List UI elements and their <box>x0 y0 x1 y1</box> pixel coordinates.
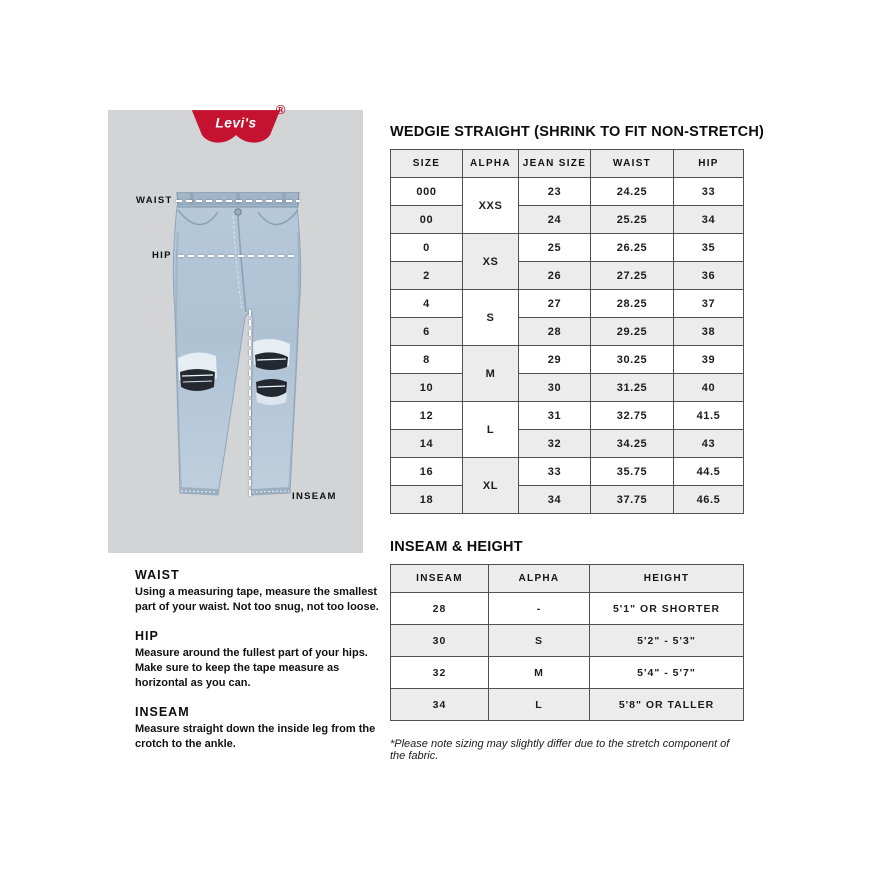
table-row <box>391 625 744 657</box>
guide-section-body: Using a measuring tape, measure the smallest part of your waist. Not too snug, not too loose. <box>135 586 379 613</box>
inseam-cell: 28 <box>391 593 489 625</box>
jean-size-cell: 34 <box>519 486 591 514</box>
jeans-illustration <box>172 192 304 504</box>
alpha-cell: S <box>463 290 519 346</box>
column-header: ALPHA <box>489 565 590 593</box>
waist-cell: 32.75 <box>591 402 674 430</box>
inseam-cell: 32 <box>391 657 489 689</box>
waist-cell: 34.25 <box>591 430 674 458</box>
size-cell: 0 <box>391 234 463 262</box>
size-chart-column <box>390 124 765 762</box>
waist-cell: 35.75 <box>591 458 674 486</box>
table-row <box>391 318 744 346</box>
waist-cell: 37.75 <box>591 486 674 514</box>
inseam-cell: 34 <box>391 689 489 721</box>
jeans-image <box>172 192 304 504</box>
table-row <box>391 689 744 721</box>
jean-size-cell: 31 <box>519 402 591 430</box>
measuring-guide <box>135 568 379 766</box>
inseam-diagram-label: INSEAM <box>292 491 337 502</box>
size-cell: 16 <box>391 458 463 486</box>
alpha-cell: M <box>489 657 590 689</box>
guide-section-heading: INSEAM <box>135 705 190 719</box>
height-cell: 5'8" OR TALLER <box>590 689 744 721</box>
guide-section-body: Measure straight down the inside leg from the crotch to the ankle. <box>135 723 376 750</box>
guide-section-body: Measure around the fullest part of your hips. Make sure to keep the tape measure as horizontal as you can. <box>135 647 368 689</box>
jean-size-cell: 26 <box>519 262 591 290</box>
size-cell: 10 <box>391 374 463 402</box>
hip-cell: 37 <box>674 290 744 318</box>
column-header: WAIST <box>591 150 674 178</box>
size-chart-table <box>390 149 744 514</box>
inseam-height-title: INSEAM & HEIGHT <box>390 539 523 555</box>
jean-size-cell: 30 <box>519 374 591 402</box>
hip-cell: 39 <box>674 346 744 374</box>
table-row <box>391 346 744 374</box>
alpha-cell: M <box>463 346 519 402</box>
waist-cell: 30.25 <box>591 346 674 374</box>
hip-cell: 40 <box>674 374 744 402</box>
alpha-cell: L <box>489 689 590 721</box>
jeans-diagram-panel <box>108 102 363 553</box>
hip-cell: 38 <box>674 318 744 346</box>
footnote: *Please note sizing may slightly differ due to the stretch component of the fabric. <box>390 738 730 762</box>
hip-diagram-label: HIP <box>152 250 172 261</box>
alpha-cell: XXS <box>463 178 519 234</box>
table-row <box>391 430 744 458</box>
hip-cell: 34 <box>674 206 744 234</box>
waist-cell: 29.25 <box>591 318 674 346</box>
guide-section-heading: WAIST <box>135 568 180 582</box>
height-cell: 5'1" OR SHORTER <box>590 593 744 625</box>
jean-size-cell: 25 <box>519 234 591 262</box>
inseam-height-table <box>390 564 744 721</box>
column-header: HIP <box>674 150 744 178</box>
waist-cell: 28.25 <box>591 290 674 318</box>
size-cell: 00 <box>391 206 463 234</box>
jean-size-cell: 28 <box>519 318 591 346</box>
guide-section-heading: HIP <box>135 629 159 643</box>
column-header: HEIGHT <box>590 565 744 593</box>
column-header: INSEAM <box>391 565 489 593</box>
inseam-height-header-row <box>391 565 744 593</box>
hip-cell: 33 <box>674 178 744 206</box>
waist-cell: 25.25 <box>591 206 674 234</box>
size-cell: 4 <box>391 290 463 318</box>
alpha-cell: XL <box>463 458 519 514</box>
jean-size-cell: 33 <box>519 458 591 486</box>
size-chart-title: WEDGIE STRAIGHT (SHRINK TO FIT NON-STRETCH) <box>390 124 765 140</box>
table-row <box>391 178 744 206</box>
table-row <box>391 402 744 430</box>
hip-cell: 36 <box>674 262 744 290</box>
hip-cell: 35 <box>674 234 744 262</box>
size-cell: 000 <box>391 178 463 206</box>
table-row <box>391 206 744 234</box>
alpha-cell: S <box>489 625 590 657</box>
levis-logo-text: Levi's <box>214 115 257 131</box>
waist-cell: 26.25 <box>591 234 674 262</box>
waist-cell: 24.25 <box>591 178 674 206</box>
hip-cell: 43 <box>674 430 744 458</box>
size-cell: 18 <box>391 486 463 514</box>
table-row <box>391 486 744 514</box>
table-row <box>391 593 744 625</box>
alpha-cell: - <box>489 593 590 625</box>
registered-trademark-icon: ® <box>275 102 286 117</box>
levis-logo <box>190 102 286 150</box>
waist-diagram-label: WAIST <box>136 195 173 206</box>
hip-cell: 41.5 <box>674 402 744 430</box>
hip-cell: 46.5 <box>674 486 744 514</box>
table-row <box>391 458 744 486</box>
size-chart-header-row <box>391 150 744 178</box>
size-cell: 12 <box>391 402 463 430</box>
waist-cell: 27.25 <box>591 262 674 290</box>
size-cell: 2 <box>391 262 463 290</box>
hip-measure-line <box>178 255 296 257</box>
column-header: SIZE <box>391 150 463 178</box>
column-header: JEAN SIZE <box>519 150 591 178</box>
inseam-cell: 30 <box>391 625 489 657</box>
table-row <box>391 262 744 290</box>
size-cell: 8 <box>391 346 463 374</box>
inseam-measure-line <box>249 310 251 497</box>
column-header: ALPHA <box>463 150 519 178</box>
jean-size-cell: 24 <box>519 206 591 234</box>
table-row <box>391 374 744 402</box>
table-row <box>391 657 744 689</box>
table-row <box>391 290 744 318</box>
size-cell: 14 <box>391 430 463 458</box>
table-row <box>391 234 744 262</box>
size-cell: 6 <box>391 318 463 346</box>
alpha-cell: XS <box>463 234 519 290</box>
waist-cell: 31.25 <box>591 374 674 402</box>
waist-measure-line <box>176 200 300 202</box>
height-cell: 5'2" - 5'3" <box>590 625 744 657</box>
jean-size-cell: 32 <box>519 430 591 458</box>
jean-size-cell: 23 <box>519 178 591 206</box>
jean-size-cell: 27 <box>519 290 591 318</box>
jean-size-cell: 29 <box>519 346 591 374</box>
levis-batwing-icon <box>190 110 282 149</box>
hip-cell: 44.5 <box>674 458 744 486</box>
height-cell: 5'4" - 5'7" <box>590 657 744 689</box>
alpha-cell: L <box>463 402 519 458</box>
